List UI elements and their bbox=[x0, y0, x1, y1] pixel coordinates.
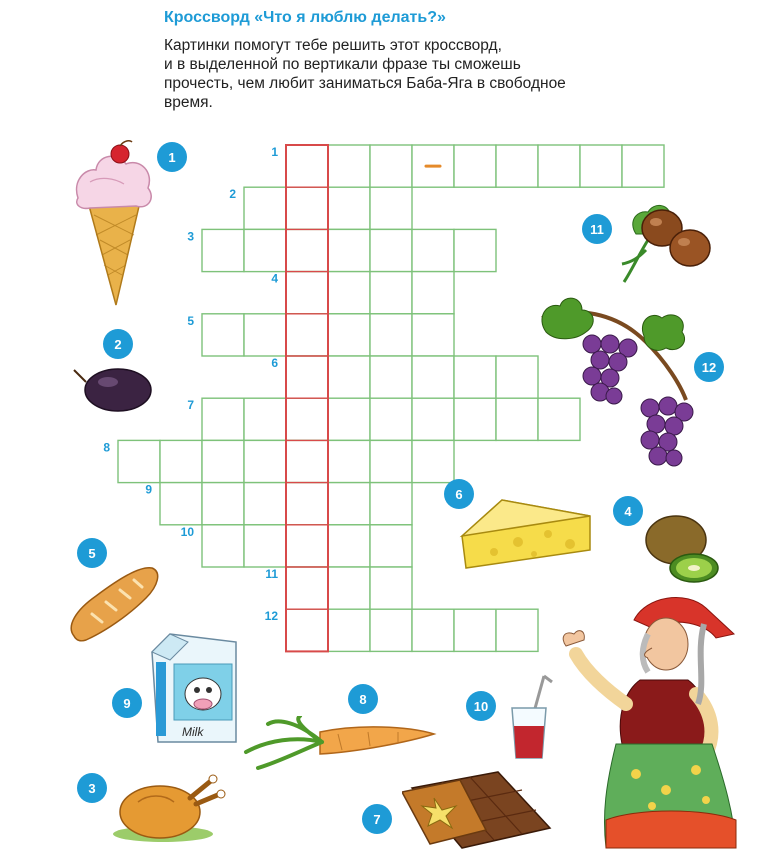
crossword-cell bbox=[496, 145, 538, 187]
ice-cream-icon bbox=[70, 140, 160, 310]
crossword-cell bbox=[412, 609, 454, 651]
crossword-cell bbox=[328, 187, 370, 229]
crossword-cell bbox=[370, 229, 412, 271]
milk-carton-icon bbox=[148, 630, 240, 746]
kiwi-icon bbox=[640, 510, 722, 586]
cheese-icon bbox=[458, 494, 596, 572]
crossword-cell bbox=[118, 440, 160, 482]
crossword-cell bbox=[370, 272, 412, 314]
plum-icon bbox=[72, 362, 156, 414]
crossword-cell bbox=[286, 398, 328, 440]
row-number: 4 bbox=[271, 271, 278, 286]
row-number: 5 bbox=[187, 313, 194, 328]
crossword-cell bbox=[202, 483, 244, 525]
hazelnuts-icon bbox=[618, 200, 714, 288]
crossword-cell bbox=[370, 314, 412, 356]
picture-badge-4: 4 bbox=[613, 496, 643, 526]
crossword-cell bbox=[160, 483, 202, 525]
crossword-cell bbox=[328, 398, 370, 440]
crossword-cell bbox=[454, 398, 496, 440]
crossword-cell bbox=[286, 356, 328, 398]
grapes-icon bbox=[536, 292, 698, 476]
crossword-cell bbox=[202, 229, 244, 271]
milk-carton-label: Milk bbox=[182, 725, 204, 739]
picture-badge-1: 1 bbox=[157, 142, 187, 172]
crossword-cell bbox=[538, 145, 580, 187]
instructions-line: и в выделенной по вертикали фразе ты сможешь bbox=[164, 56, 521, 73]
crossword-cell bbox=[328, 525, 370, 567]
chocolate-bar-icon bbox=[402, 768, 554, 852]
row-number: 11 bbox=[265, 567, 278, 581]
crossword-cell bbox=[244, 229, 286, 271]
crossword-cell bbox=[454, 609, 496, 651]
instructions-line: прочесть, чем любит заниматься Баба-Яга в свободное bbox=[164, 75, 566, 92]
row-number: 10 bbox=[180, 524, 194, 539]
crossword-cell bbox=[244, 398, 286, 440]
crossword-cell bbox=[328, 145, 370, 187]
instructions-text bbox=[164, 36, 684, 112]
crossword-cell bbox=[202, 440, 244, 482]
crossword-cell bbox=[286, 525, 328, 567]
crossword-cell bbox=[286, 567, 328, 609]
crossword-cell bbox=[286, 483, 328, 525]
crossword-cell bbox=[412, 440, 454, 482]
crossword-cell bbox=[580, 145, 622, 187]
crossword-cell bbox=[328, 272, 370, 314]
crossword-cell bbox=[244, 440, 286, 482]
crossword-cell bbox=[370, 187, 412, 229]
crossword-cell bbox=[370, 145, 412, 187]
picture-badge-12: 12 bbox=[694, 352, 724, 382]
roast-chicken-icon bbox=[108, 768, 228, 844]
crossword-cell bbox=[496, 356, 538, 398]
crossword-cell bbox=[328, 229, 370, 271]
crossword-cell bbox=[622, 145, 664, 187]
crossword-cell bbox=[160, 440, 202, 482]
row-number: 1 bbox=[271, 145, 278, 159]
crossword-cell bbox=[328, 314, 370, 356]
instructions-line: время. bbox=[164, 94, 213, 111]
crossword-cell bbox=[286, 145, 328, 187]
crossword-cell bbox=[328, 567, 370, 609]
picture-badge-2: 2 bbox=[103, 329, 133, 359]
row-number: 7 bbox=[187, 398, 194, 413]
row-number: 3 bbox=[187, 229, 194, 244]
picture-badge-5: 5 bbox=[77, 538, 107, 568]
crossword-cell bbox=[328, 356, 370, 398]
crossword-cell bbox=[286, 187, 328, 229]
carrot-icon bbox=[238, 716, 438, 772]
picture-badge-10: 10 bbox=[466, 691, 496, 721]
crossword-cell bbox=[286, 229, 328, 271]
crossword-cell bbox=[412, 398, 454, 440]
page-title: Кроссворд «Что я люблю делать?» bbox=[164, 9, 446, 26]
crossword-cell bbox=[202, 525, 244, 567]
crossword-cell bbox=[202, 314, 244, 356]
picture-badge-8: 8 bbox=[348, 684, 378, 714]
crossword-cell bbox=[244, 187, 286, 229]
row-number: 6 bbox=[271, 356, 278, 370]
crossword-cell bbox=[370, 525, 412, 567]
row-number: 8 bbox=[103, 440, 110, 455]
crossword-cell bbox=[328, 440, 370, 482]
crossword-cell bbox=[412, 229, 454, 271]
crossword-cell bbox=[328, 609, 370, 651]
crossword-cell bbox=[370, 483, 412, 525]
crossword-cell bbox=[370, 356, 412, 398]
crossword-cell bbox=[412, 314, 454, 356]
picture-badge-7: 7 bbox=[362, 804, 392, 834]
crossword-cell bbox=[496, 398, 538, 440]
crossword-cell bbox=[370, 567, 412, 609]
crossword-cell bbox=[286, 609, 328, 651]
crossword-cell bbox=[244, 483, 286, 525]
crossword-cell bbox=[244, 525, 286, 567]
crossword-cell bbox=[412, 272, 454, 314]
crossword-cell bbox=[202, 398, 244, 440]
crossword-cell bbox=[286, 440, 328, 482]
crossword-cell bbox=[370, 398, 412, 440]
crossword-cell bbox=[370, 440, 412, 482]
crossword-cell bbox=[454, 229, 496, 271]
crossword-cell bbox=[412, 145, 454, 187]
crossword-cell bbox=[412, 356, 454, 398]
baba-yaga-illustration bbox=[556, 594, 756, 854]
picture-badge-11: 11 bbox=[582, 214, 612, 244]
key-column-highlight bbox=[286, 145, 328, 651]
crossword-cell bbox=[286, 314, 328, 356]
picture-badge-3: 3 bbox=[77, 773, 107, 803]
crossword-cell bbox=[454, 356, 496, 398]
row-number: 2 bbox=[229, 187, 236, 202]
crossword-cell bbox=[496, 609, 538, 651]
crossword-cell bbox=[286, 272, 328, 314]
picture-badge-9: 9 bbox=[112, 688, 142, 718]
crossword-cell bbox=[244, 314, 286, 356]
instructions-line: Картинки помогут тебе решить этот кроссворд, bbox=[164, 37, 502, 54]
crossword-cell bbox=[328, 483, 370, 525]
crossword-cell bbox=[454, 145, 496, 187]
crossword-cell bbox=[370, 609, 412, 651]
row-number: 12 bbox=[264, 609, 278, 624]
picture-badge-6: 6 bbox=[444, 479, 474, 509]
juice-glass-icon bbox=[504, 672, 554, 762]
row-number: 9 bbox=[145, 482, 152, 497]
